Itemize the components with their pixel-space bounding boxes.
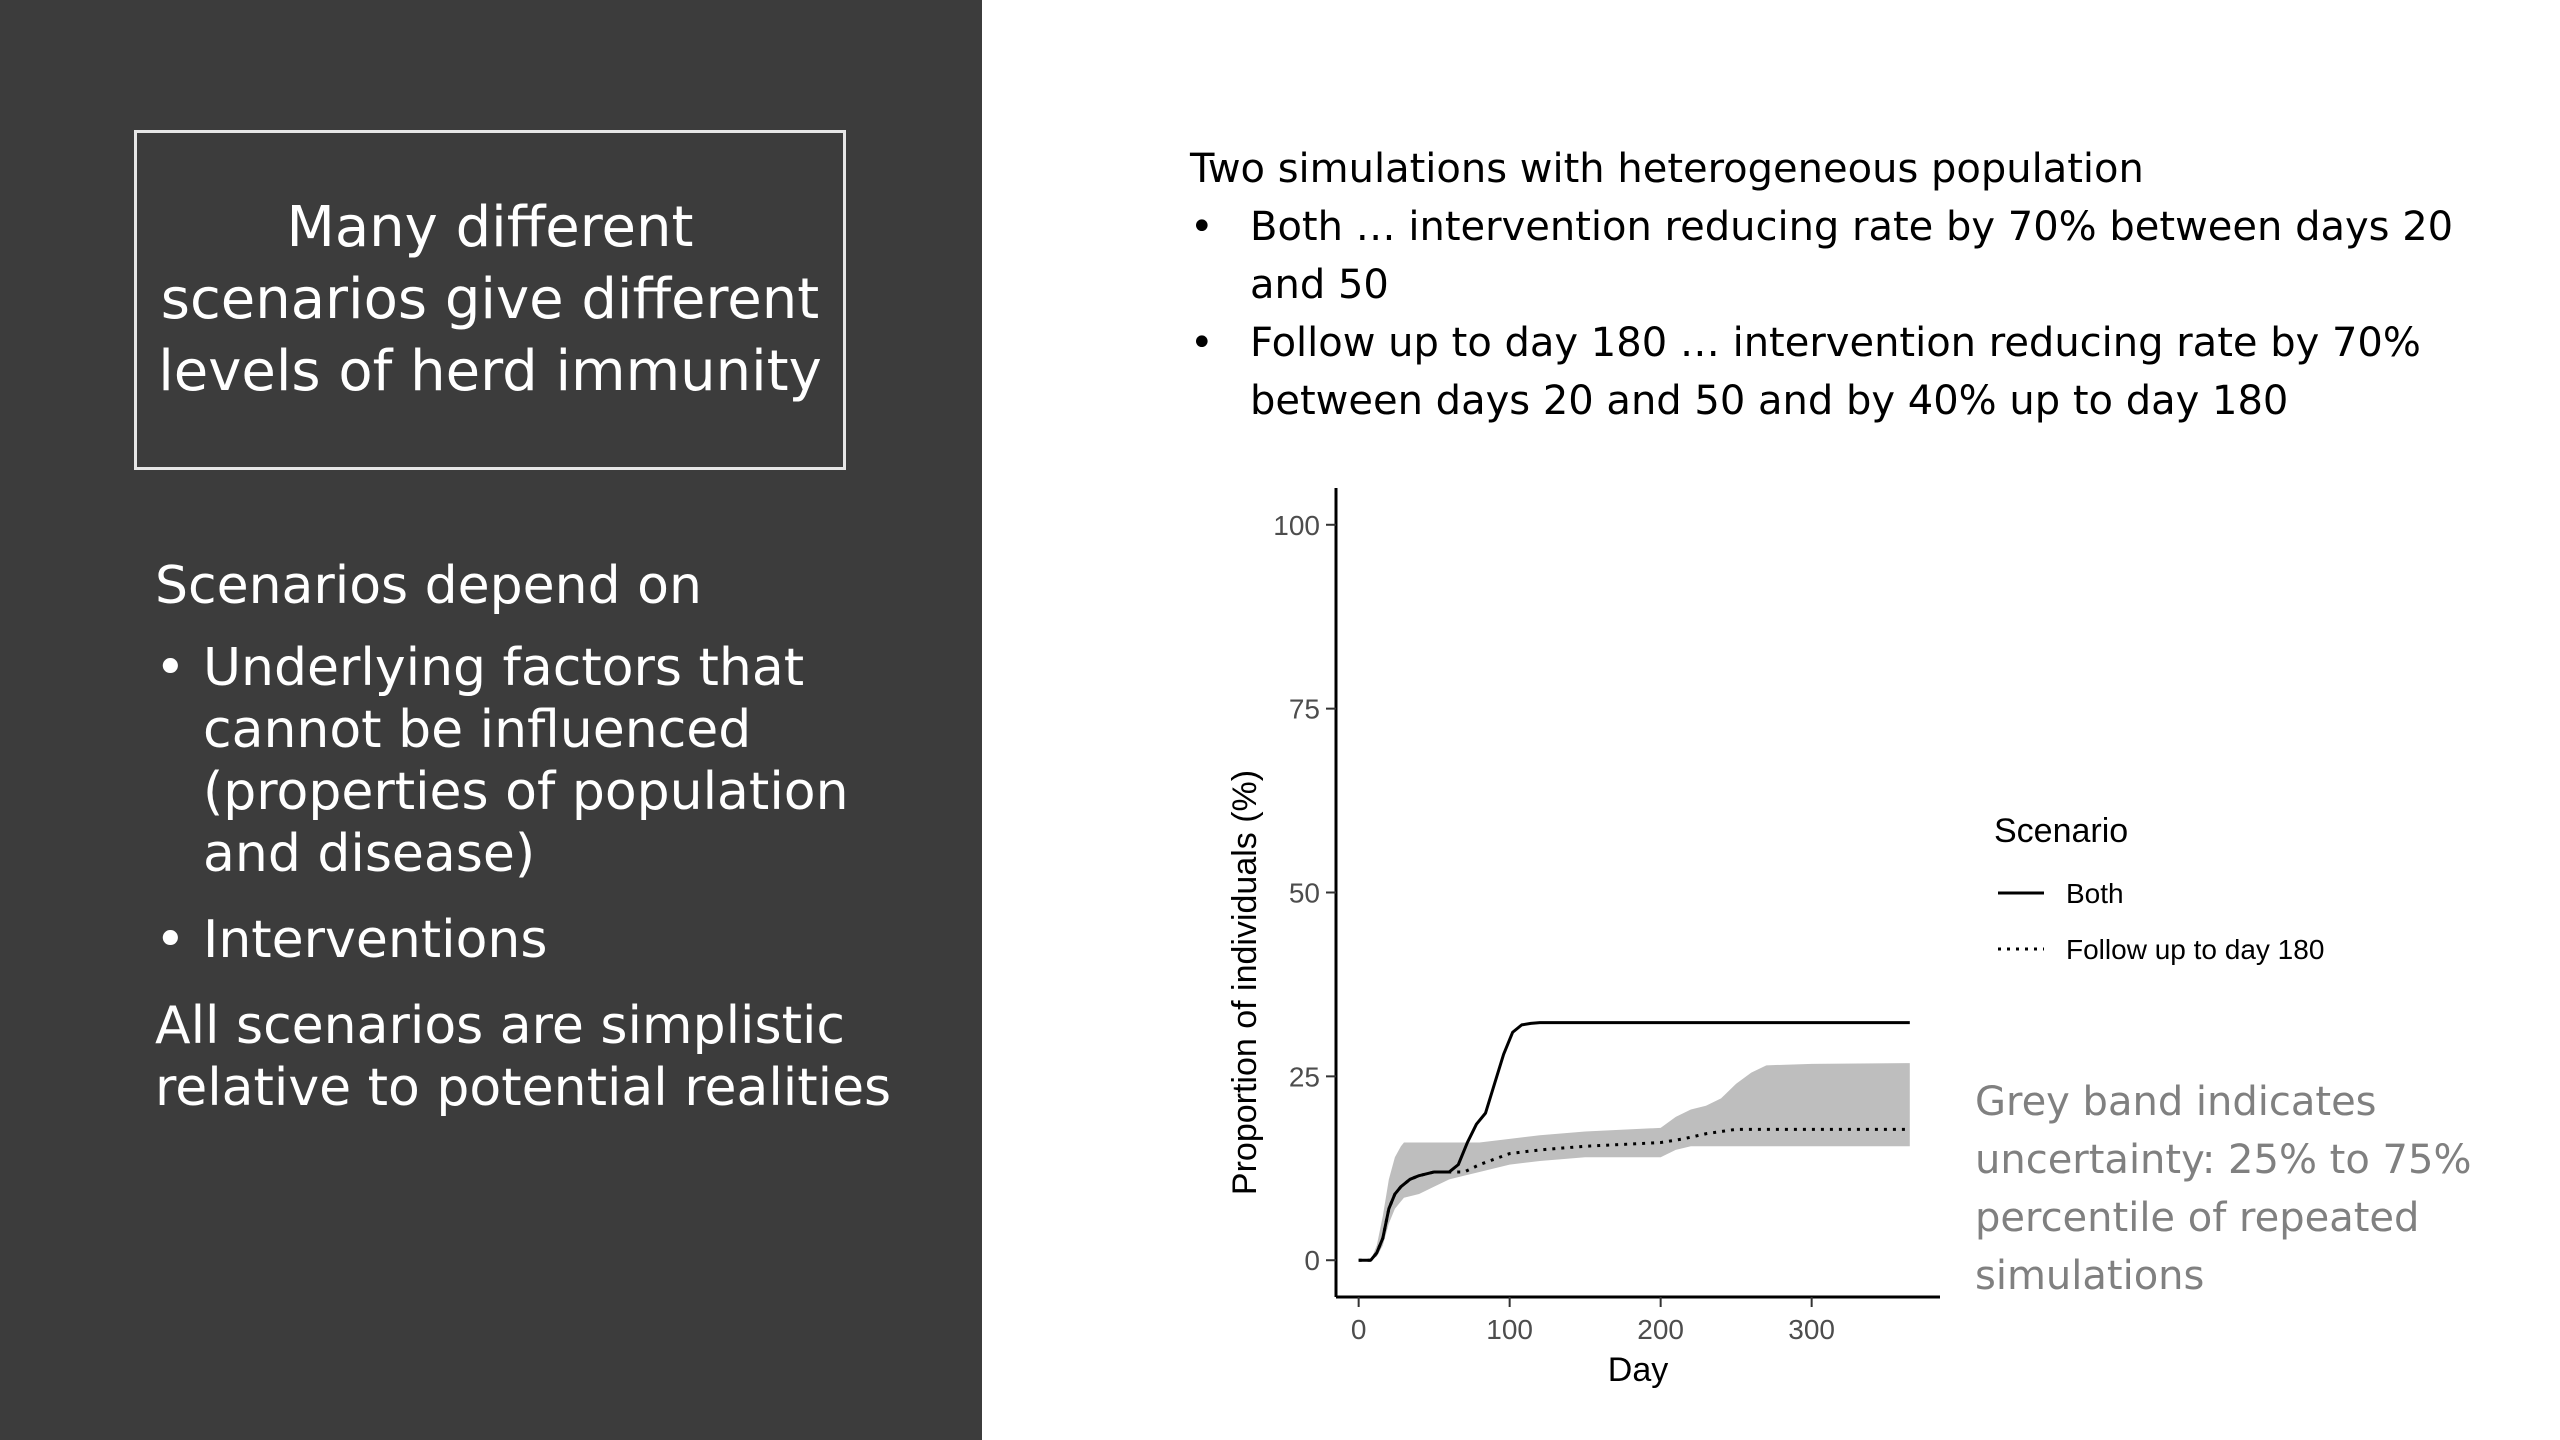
- legend-title: Scenario: [1994, 812, 2129, 850]
- y-tick-label: 0: [1304, 1245, 1320, 1277]
- x-tick-label: 0: [1350, 1314, 1367, 1345]
- x-tick-label: 100: [1486, 1314, 1534, 1345]
- y-tick-label: 50: [1288, 877, 1320, 909]
- legend-label: Follow up to day 180: [2066, 934, 2325, 965]
- uncertainty-band: [1359, 1063, 1910, 1260]
- scenarios-intro: Scenarios depend on: [155, 556, 702, 616]
- y-tick-label: 75: [1288, 693, 1320, 725]
- bullet-icon: •: [1190, 204, 1214, 250]
- x-tick-label: 300: [1788, 1314, 1836, 1345]
- closing-statement: All scenarios are simplistic relative to potential realities: [155, 996, 892, 1118]
- list-item-text: Follow up to day 180 … intervention reducing rate by 70% between days 20 and 50 and by 40% up to day 180: [1250, 320, 2421, 424]
- bullet-icon: •: [1190, 320, 1214, 366]
- x-axis-label: Day: [1607, 1351, 1669, 1389]
- bullet-icon: •: [155, 638, 186, 698]
- list-item-text: Interventions: [203, 910, 548, 970]
- list-item-text: Both … intervention reducing rate by 70% between days 20 and 50: [1250, 204, 2454, 308]
- bullet-icon: •: [155, 910, 186, 970]
- y-axis-label: Proportion of individuals (%): [1226, 769, 1264, 1196]
- list-item-text: Underlying factors that cannot be influenced (properties of population and disease): [203, 638, 849, 884]
- slide-title: Many different scenarios give different levels of herd immunity: [158, 195, 822, 404]
- legend-label: Both: [2066, 878, 2124, 909]
- description-heading: Two simulations with heterogeneous population: [1190, 146, 2144, 192]
- y-tick-label: 25: [1288, 1061, 1320, 1093]
- x-tick-label: 200: [1637, 1314, 1685, 1345]
- y-tick-label: 100: [1273, 509, 1320, 541]
- uncertainty-note: Grey band indicates uncertainty: 25% to 75% percentile of repeated simulations: [1975, 1079, 2472, 1299]
